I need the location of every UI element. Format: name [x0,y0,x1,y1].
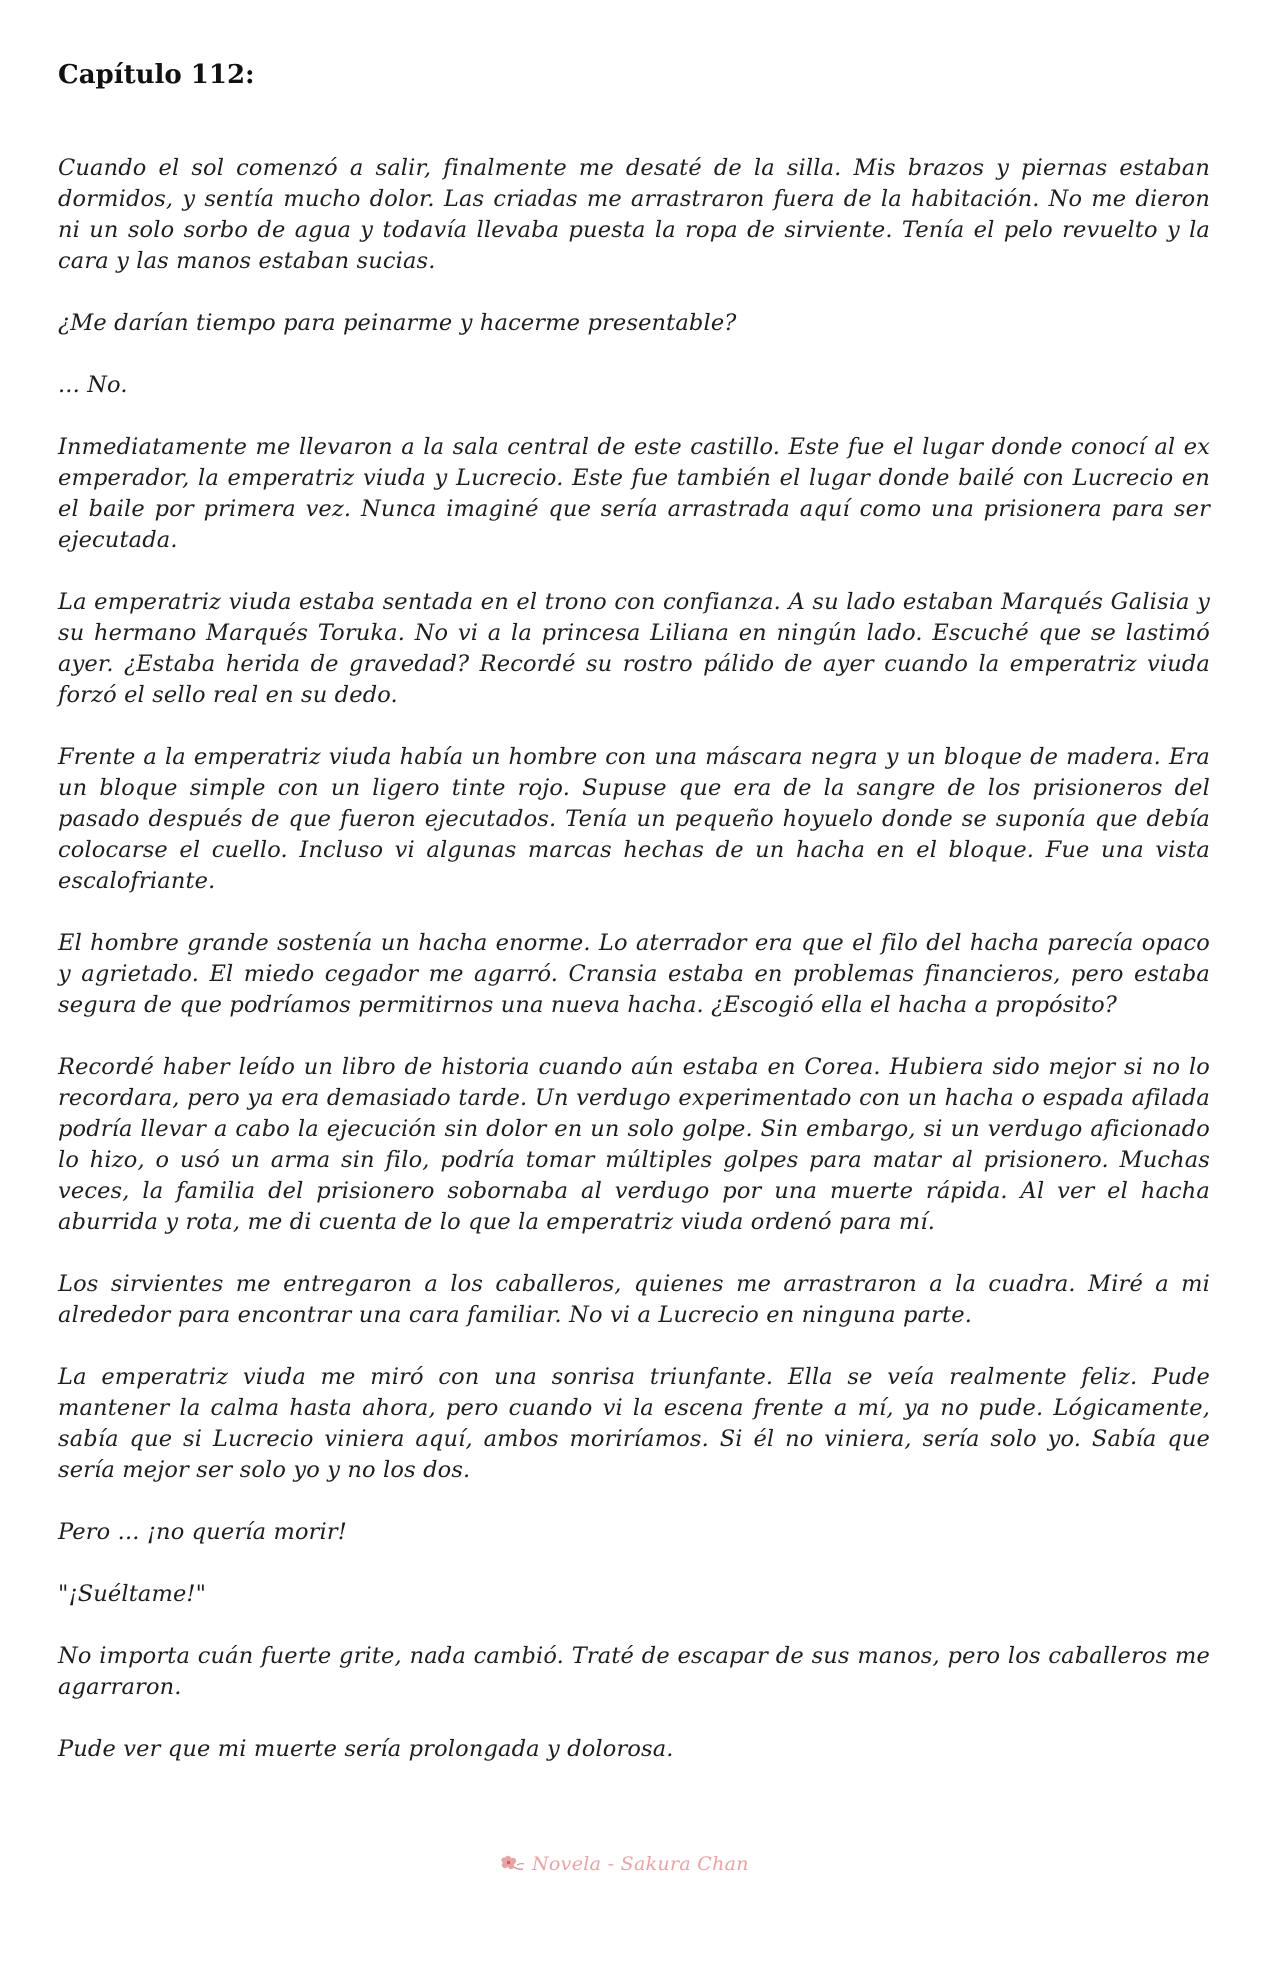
paragraph: ... No. [58,372,128,398]
paragraph: La emperatriz viuda me miró con una sonrisa triunfante. Ella se veía realmente feliz. Pude mantener la calma hasta ahora, pero cuando vi la escena frente a mí, ya no pude. Lógicamente, sabía que si Lucrecio viniera aquí, ambos moriríamos. Si él no viniera, sería solo yo. Sabía que sería mejor ser solo yo y no los dos. [58,1364,1210,1483]
paragraph: Recordé haber leído un libro de historia cuando aún estaba en Corea. Hubiera sido mejor si no lo recordara, pero ya era demasiado tarde. Un verdugo experimentado con un hacha o espada afilada podría llevar a cabo la ejecución sin dolor en un solo golpe. Sin embargo, si un verdugo aficionado lo hizo, o usó un arma sin filo, podría tomar múltiples golpes para matar al prisionero. Muchas veces, la familia del prisionero sobornaba al verdugo por una muerte rápida. Al ver el hacha aburrida y rota, me di cuenta de lo que la emperatriz viuda ordenó para mí. [58,1054,1210,1235]
paragraph: Los sirvientes me entregaron a los caballeros, quienes me arrastraron a la cuadra. Miré a mi alrededor para encontrar una cara familiar. No vi a Lucrecio en ninguna parte. [58,1271,1210,1328]
paragraph: El hombre grande sostenía un hacha enorme. Lo aterrador era que el filo del hacha parecía opaco y agrietado. El miedo cegador me agarró. Cransia estaba en problemas financieros, pero estaba segura de que podríamos permitirnos una nueva hacha. ¿Escogió ella el hacha a propósito? [58,930,1210,1018]
paragraph: Pude ver que mi muerte sería prolongada y dolorosa. [58,1736,674,1762]
watermark [500,1853,749,1875]
paragraph: Cuando el sol comenzó a salir, finalmente me desaté de la silla. Mis brazos y piernas estaban dormidos, y sentía mucho dolor. Las criadas me arrastraron fuera de la habitación. No me dieron ni un solo sorbo de agua y todavía llevaba puesta la ropa de sirviente. Tenía el pelo revuelto y la cara y las manos estaban sucias. [58,155,1210,274]
paragraph: "¡Suéltame!" [58,1581,207,1607]
paragraph: La emperatriz viuda estaba sentada en el trono con confianza. A su lado estaban Marqués Galisia y su hermano Marqués Toruka. No vi a la princesa Liliana en ningún lado. Escuché que se lastimó ayer. ¿Estaba herida de gravedad? Recordé su rostro pálido de ayer cuando la emperatriz viuda forzó el sello real en su dedo. [58,589,1210,708]
watermark-text: Novela - Sakura Chan [532,1853,749,1875]
paragraph: Inmediatamente me llevaron a la sala central de este castillo. Este fue el lugar donde conocí al ex emperador, la emperatriz viuda y Lucrecio. Este fue también el lugar donde bailé con Lucrecio en el baile por primera vez. Nunca imaginé que sería arrastrada aquí como una prisionera para ser ejecutada. [58,434,1210,553]
paragraph: No importa cuán fuerte grite, nada cambió. Traté de escapar de sus manos, pero los caballeros me agarraron. [58,1643,1210,1700]
sakura-flower-icon [500,1853,526,1875]
paragraph: ¿Me darían tiempo para peinarme y hacerme presentable? [58,310,737,336]
chapter-title: Capítulo 112: [58,60,255,90]
paragraph: Pero ... ¡no quería morir! [58,1519,347,1545]
chapter-body [58,153,1210,1796]
paragraph: Frente a la emperatriz viuda había un hombre con una máscara negra y un bloque de madera. Era un bloque simple con un ligero tinte rojo. Supuse que era de la sangre de los prisioneros del pasado después de que fueron ejecutados. Tenía un pequeño hoyuelo donde se suponía que debía colocarse el cuello. Incluso vi algunas marcas hechas de un hacha en el bloque. Fue una vista escalofriante. [58,744,1210,894]
